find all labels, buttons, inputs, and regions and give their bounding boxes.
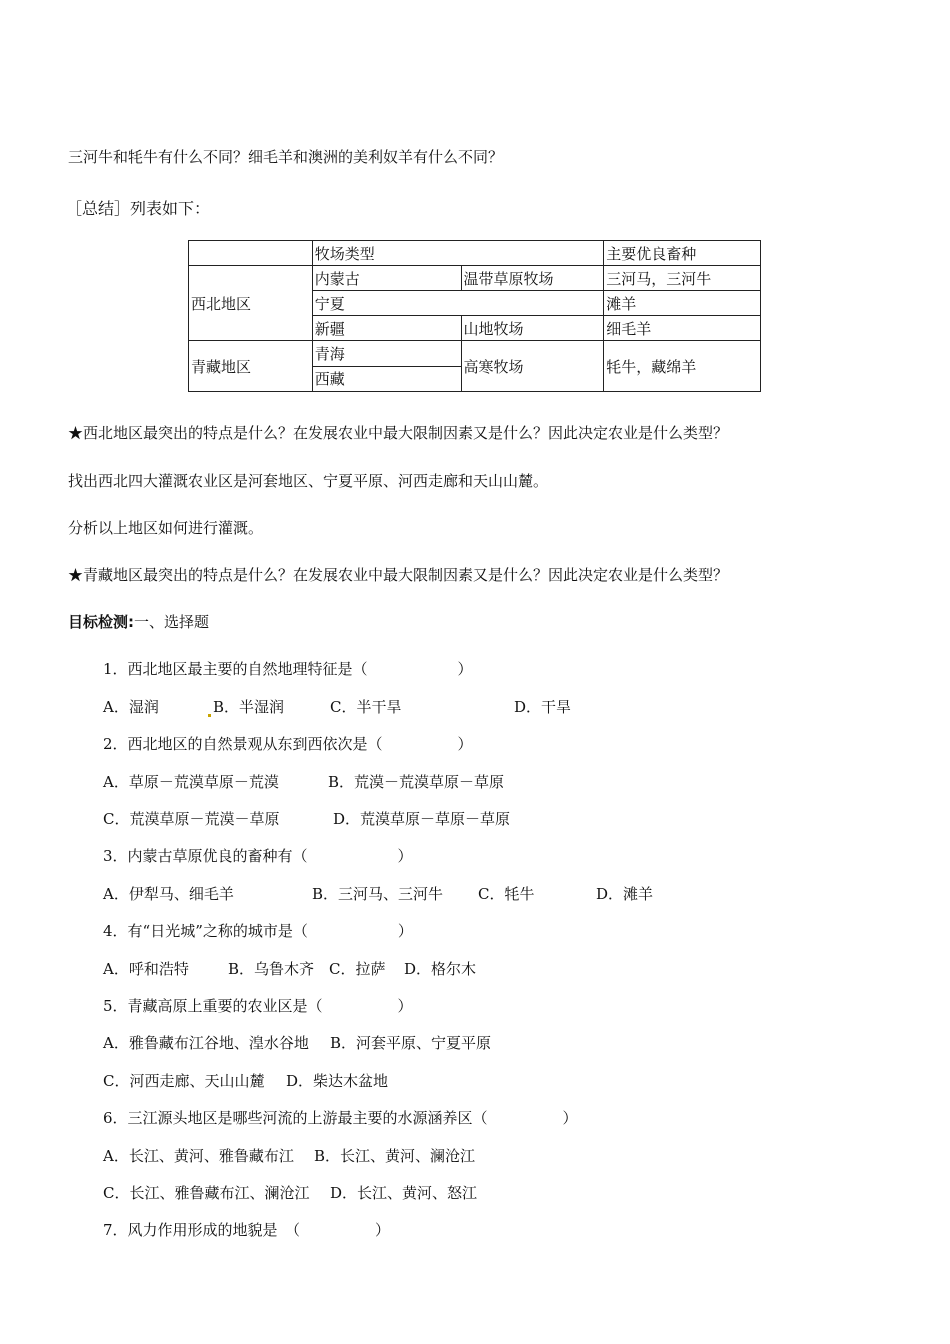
type-cell: 山地牧场 [461, 316, 604, 341]
option-b: B．荒漠－荒漠草原－草原 [328, 773, 505, 791]
option-c: C．牦牛 [478, 885, 535, 903]
option-a: A．长江、黄河、雅鲁藏布江 [103, 1147, 294, 1165]
option-d: D．长江、黄河、怒江 [330, 1184, 478, 1202]
breed-cell: 细毛羊 [604, 316, 761, 341]
type-cell: 高寒牧场 [461, 341, 604, 392]
question-stem: 1．西北地区最主要的自然地理特征是（ ） [103, 660, 473, 678]
option-d: D．格尔木 [404, 960, 477, 978]
header-type: 牧场类型 [312, 241, 603, 266]
place-cell: 青海 [312, 341, 461, 367]
question-stem: 3．内蒙古草原优良的畜种有（ ） [103, 847, 413, 865]
question-stem: 4．有“日光城”之称的城市是（ ） [103, 922, 413, 940]
highlight-mark [208, 714, 211, 717]
option-d: D．滩羊 [596, 885, 654, 903]
place-cell: 新疆 [312, 316, 461, 341]
header-breed: 主要优良畜种 [604, 241, 761, 266]
star-question-qingzang: ★青藏地区最突出的特点是什么？在发展农业中最大限制因素又是什么？因此决定农业是什么类型？ [68, 566, 729, 584]
option-c: C．河西走廊、天山山麓 [103, 1072, 265, 1090]
option-b: B．乌鲁木齐 [228, 960, 315, 978]
question-stem: 2．西北地区的自然景观从东到西依次是（ ） [103, 735, 473, 753]
question-stem: 7．风力作用形成的地貌是 （ ） [103, 1221, 391, 1239]
analyze-line: 分析以上地区如何进行灌溉。 [68, 519, 264, 537]
table-header-row [189, 241, 761, 266]
irrigation-line: 找出西北四大灌溉农业区是河套地区、宁夏平原、河西走廊和天山山麓。 [68, 472, 549, 490]
region-qingzang: 青藏地区 [189, 341, 313, 392]
place-cell: 西藏 [312, 366, 461, 392]
option-d: D．干旱 [514, 698, 572, 716]
option-b: B．长江、黄河、澜沧江 [314, 1147, 476, 1165]
breed-cell: 牦牛，藏绵羊 [604, 341, 761, 392]
option-d: D．柴达木盆地 [286, 1072, 389, 1090]
test-section: 一、选择题 [134, 613, 210, 631]
option-c: C．拉萨 [329, 960, 386, 978]
place-cell: 内蒙古 [312, 266, 461, 291]
option-c: C．长江、雅鲁藏布江、澜沧江 [103, 1184, 310, 1202]
option-b: B．三河马、三河牛 [312, 885, 444, 903]
option-c: C．荒漠草原－荒漠－草原 [103, 810, 280, 828]
option-a: A．呼和浩特 [103, 960, 189, 978]
intro-question: 三河牛和牦牛有什么不同？细毛羊和澳洲的美利奴羊有什么不同？ [68, 148, 504, 166]
table-row [189, 341, 761, 367]
option-b: B．半湿润 [206, 696, 284, 717]
star-question-northwest: ★西北地区最突出的特点是什么？在发展农业中最大限制因素又是什么？因此决定农业是什么类型？ [68, 424, 729, 442]
breed-cell: 滩羊 [604, 291, 761, 316]
option-a: A．雅鲁藏布江谷地、湟水谷地 [103, 1034, 309, 1052]
place-cell: 宁夏 [312, 291, 603, 316]
region-northwest: 西北地区 [189, 266, 313, 341]
option-d: D．荒漠草原－草原－草原 [333, 810, 511, 828]
breed-cell: 三河马，三河牛 [604, 266, 761, 291]
question-stem: 5．青藏高原上重要的农业区是（ ） [103, 997, 413, 1015]
test-heading [68, 611, 209, 632]
question-stem: 6．三江源头地区是哪些河流的上游最主要的水源涵养区（ ） [103, 1109, 578, 1127]
option-b: B．河套平原、宁夏平原 [330, 1034, 492, 1052]
type-cell: 温带草原牧场 [461, 266, 604, 291]
option-a: A．草原－荒漠草原－荒漠 [103, 773, 279, 791]
option-c: C．半干旱 [330, 698, 402, 716]
summary-table [188, 240, 761, 392]
summary-heading: ［总结］列表如下： [66, 199, 211, 218]
table-row [189, 266, 761, 291]
option-a: A．湿润 [103, 698, 159, 716]
option-a: A．伊犁马、细毛羊 [103, 885, 234, 903]
test-label: 目标检测: [68, 613, 134, 631]
